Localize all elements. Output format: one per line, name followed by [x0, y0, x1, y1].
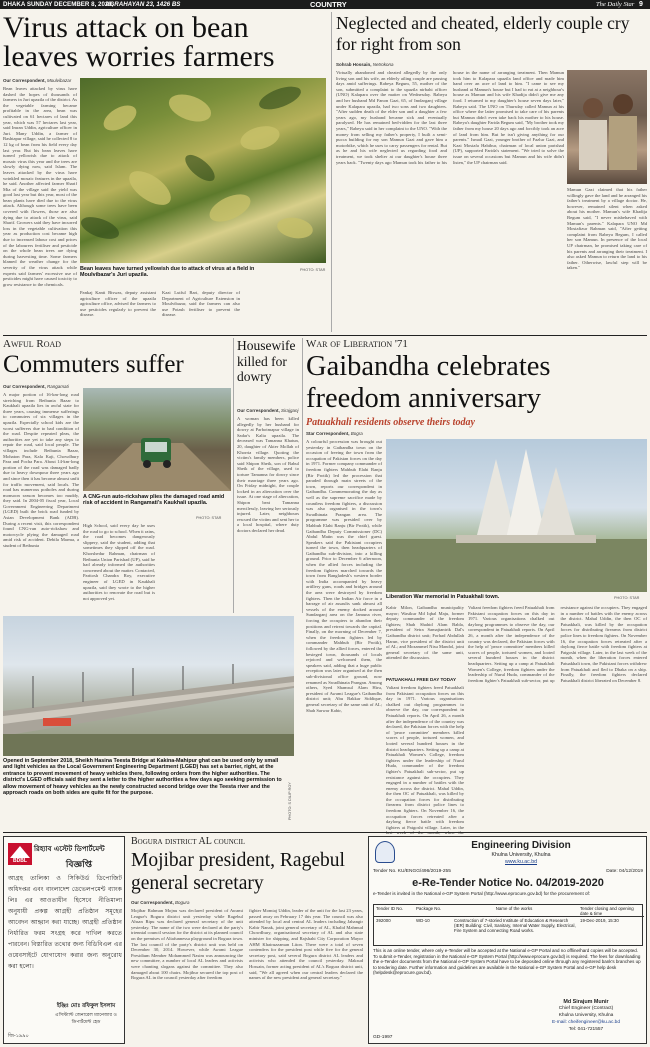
- bean-body-2: Pankaj Kanti Biswas, deputy assistant agriculture officer of the upazila agriculture office, advised the farmers to use pesticides regularly to prevent the disease.: [80, 290, 156, 318]
- cng-photo-credit: PHOTO: STAR: [196, 516, 222, 520]
- gaibandha-body-3b: Valiant freedom fighters freed Patuakhali from Pakistani occupation forces on this day in 1971. Various organisations chalked out daylong programmes to observe the day, our correspondent in Patuakhali reports. On April 26, a month after the independence of the country was declared, the Pakistan forces with the help of 'peace committee' members killed scores of people, tortured women, and looted several hundred houses in the district headquarters. Setting up a camp at Patuakhali Women's College, freedom fighters under the leadership of Nurul Huda, commander of the freedom fighter's Patuakhali sub-sector, put up resistance against the occupiers. They engaged in a number of battles with the enemy across the district. Mahal Uddin, the then OC of Patuakhali, was killed by the occupation forces for distributing firearms from district police lines to freedom fighters. On November 16, the occupation forces retreated after a daylong fierce battle with freedom fighters at Patgoshi village. Later, in the last week of the month, when the liberation forces entered Patuakhali town, the Pakistani forces withdrew from Patuakhali and fled to Dhaka on a ship. Finally, the freedom fighters declared Patuakhali district liberated on December 8.: [468, 605, 647, 683]
- byline-text: Our Correspondent,: [3, 384, 46, 389]
- bdbl-signer: ইঞ্জিঃ মোঃ রফিকুল ইসলাম: [56, 1003, 116, 1009]
- byline-place: Netrokona: [372, 62, 394, 67]
- teesta-bridge-photo: [3, 616, 294, 756]
- commuters-body: A major portion of 16-km-long road stretching from Betbunia Bazar to Kaukhali upazila lies in awful state for three years, causing immense sufferings to commuters of six villages in the upazila. Especially school kids are the worst sufferers due to bad condition of the road. Despite repeated pleas, the authorities are yet to take any steps to repair the road, said local people. The villages include Betbunia Bazar, Mohaton Para, Kala Kaji, Chowdhury Para and Pocha Para. About 14-km-long portion of the road was damaged badly due to heavy downpour three years ago and since then it has become almost unfit for traffic movement, said locals. The road has numerous potholes and during monsoon season becomes too muddy, they said. In 2004-05 fiscal year, Local Government Engineering Department (LGED) built the brick road funded by Asian Development Bank (ADB). During a recent visit, this correspondent found CNG-run auto-rickshaw and motorcycle plying the damaged road amid risk of accident. Debila Marma, a student of Betbunia: [3, 392, 79, 549]
- bdbl-signer-title: এসিস্ট্যান্ট জেনারেল ম্যানেজার ও ডিপার্টমেন্ট হেড: [55, 1013, 117, 1025]
- tender-org: Engineering Division: [471, 840, 571, 851]
- gaibandha-headline: Gaibandha celebrates freedom anniversary: [306, 351, 551, 414]
- tender-table-header-date: Tender closing and opening date & time: [580, 906, 634, 917]
- tender-table-cell-works: Construction of 7-storied Institute of Education & Research (IER) Building: Civil, Sanitary, Internal Water Supply, Electrical, Fire System and connecting Road works.: [454, 918, 576, 934]
- byline-place: Rangamati: [47, 384, 69, 389]
- dateline: DHAKA SUNDAY DECEMBER 8, 2019,: [3, 1, 114, 8]
- memorial-photo-caption: Liberation War memorial in Patuakhali town.: [386, 594, 500, 600]
- elderly-couple-photo: [567, 70, 647, 184]
- bean-photo-credit: PHOTO: STAR: [300, 268, 326, 272]
- bdbl-ref: জি-১৯৯০: [8, 1033, 29, 1039]
- tender-phone: Tel: 041-721557: [568, 1027, 604, 1032]
- tender-table-cell-id: 392000: [376, 918, 391, 923]
- memorial-photo-credit: PHOTO: STAR: [614, 596, 640, 600]
- bangla-date: AGRAHAYAN 23, 1426 BS: [105, 1, 181, 8]
- bogura-kicker: Bogura district AL council: [131, 836, 246, 847]
- commuters-body-2: High School, said every day he uses the road to go to school. When it rains, the road becomes dangerously slippery, said the student, adding that sometimes they slipped off the road. Khorshedur Rahman, chairman of Betbunia Union Parishad (UP), said he had already informed the authorities concerned about the matter. Contacted, Paritosh Chandra Roy, executive engineer of LGED in Kaukhali upazila, said they wrote to the higher authorities to renovate the road but is not approved yet.: [83, 523, 155, 601]
- bdbl-advert: [3, 836, 125, 1044]
- byline-place: Bogra: [350, 431, 363, 436]
- tender-email[interactable]: E-mail: cheifengineer@ku.ac.bd: [551, 1020, 621, 1025]
- bdbl-body: আগ্রহ তালিকা ও সিকিউর্ড ডিপোজিট অধিদপ্তর এবং বাংলাদেশ ডেভেলপমেন্ট ব্যাংক লিঃ এর আওতাধীন হিসেবে নীতিমালা অনুযায়ী প্রকল্প আগ্রহী প্রতিষ্ঠান সমূহের আবেদন আহ্বান করা যাচ্ছে। আগ্রহী প্রতিষ্ঠান নির্ধারিত ফরম সংগ্রহ করে দাখিল করতে পারবেন। বিস্তারিত তথ্যের জন্য বিডিবিএল এর ওয়েবসাইটে যোগাযোগ করার জন্য অনুরোধ করা হলো।: [8, 875, 122, 970]
- bdbl-subtitle: বিজ্ঞপ্তি: [65, 860, 93, 870]
- tender-notes: This is an online tender, where only e-Tender will be accepted at the National e-GP Portal and no offline/hard copies will be accepted. To submit e-Tender, registration in the National e-GP System Portal (http://www.eprocure.gov.bd) is required. The fees for downloading the e-Tender documents from the National e-GP System Portal have to be deposited online through any registered bank's branches up to tendering date. Further information and guidelines are available in the National e-GP System Portal and e-GP help desk (helpdesk@eprocure.gov.bd).: [373, 948, 641, 976]
- gaibandha-body-3a: Valiant freedom fighters freed Patuakhali from Pakistani occupation forces on this day in 1971. Various organisations chalked out daylong programmes to observe the day, our correspondent in Patuakhali reports. On April 26, a month after the independence of the country was declared, the Pakistan forces with the help of 'peace committee' members killed scores of people, tortured women, and looted several hundred houses in the district headquarters. Setting up a camp at Patuakhali Women's College, freedom fighters under the leadership of Nurul Huda, commander of the freedom fighter's Patuakhali sub-sector, put up resistance against the occupiers. They engaged in a number of battles with the enemy across the district. Mahal Uddin, the then OC of Patuakhali, was killed by the occupation forces for distributing firearms from district police lines to freedom fighters. On November 16, the occupation forces retreated after a daylong fierce battle with freedom fighters at Patgoshi village. Later, in the: [386, 685, 464, 830]
- tender-table-cell-package: WD-10: [416, 918, 430, 923]
- tender-advert: [368, 836, 647, 1044]
- tender-title: e-Re-Tender Notice No. 04/2019-2020: [412, 877, 604, 889]
- byline-place: Moulvibazar: [47, 78, 72, 83]
- tender-org-sub: Khulna University, Khulna: [491, 852, 551, 858]
- byline-text: Star Correspondent,: [306, 431, 350, 436]
- tender-signer: Md Sirajum Munir: [563, 999, 609, 1005]
- tender-website[interactable]: www.ku.ac.bd: [504, 859, 537, 865]
- masthead-bar: [0, 0, 650, 9]
- patuakhali-sub-label: PATUAKHALI FREE DAY TODAY: [386, 677, 457, 682]
- bogura-body: Mojibar Rahman Mojnu was declared president of Awami League's Bogura district unit yesterday while Ragebul Ahsan Ripu was declared general secretary of the unit yesterday. The name of the two were declared at the party's triennial council session for the district at its planned council on the premises of Altafunnessa playground in Bogura town. The last council of the party's district unit was held on December 30, 2014. However, while Awami League Presidium Member Mohammed Nasim was announcing the new committee, a number of local AL leaders and activists were chanting slogans against the committee. They also damaged about 100 chairs. Mojibur secured the top post of Bogura AL in the council yesterday after freedom: [131, 908, 243, 981]
- gaibandha-subhead: Patuakhali residents observe theirs today: [306, 417, 475, 428]
- tender-memo: Tender No. KU/ENGG/496/2019-255: [373, 869, 451, 874]
- bridge-photo-caption: Opened in September 2018, Sheikh Hasina Teesta Bridge at Kakina-Mahipur ghat can be used only by small and light vehicles as the Local Government Engineering Department (LGED) has set a barrier, right, at the entrance to prevent movement of heavy vehicles there, following orders from the higher authorities. The district's LGED officials said they sent a letter to the higher authorities a few days ago seeking permission to allow movement of heavy vehicles as the newly constructed second bridge over the Teesta river and the approach roads on both sides are quite fit for the purpose.: [3, 758, 282, 797]
- commuters-headline: Commuters suffer: [3, 351, 184, 378]
- tender-table: [373, 904, 643, 946]
- tender-signer-org: Khulna University, Khulna: [558, 1013, 614, 1018]
- dowry-body: A woman has been killed allegedly by her husband for dowry at Parbotmapur village in Sadar's Kalia upazila. The deceased was Tamanna Khatun, 20, daughter of Akter Mollah of Khorria village. Quoting the victim's family members, police said Shipon Sheik, son of Babul Sheik of the village, used to torture Tamanna for dowry since their marriage three years ago. On Friday midnight, the couple locked in an altercation over the issue. At one stage of altercation, Shipon beat Tamanna mercilessly, leaving her seriously injured. Later, neighbours rescued the victim and sent her to a local hospital, where duty doctors declared her dead.: [237, 416, 299, 533]
- byline-place: Bogura: [175, 900, 190, 905]
- bogura-headline: Mojibar president, Ragebul general secretary: [131, 850, 345, 894]
- dowry-byline: [237, 408, 299, 414]
- bdbl-logo: [8, 843, 32, 865]
- bogura-byline: [131, 900, 251, 906]
- byline-text: Our Correspondent,: [131, 900, 174, 905]
- byline-place: Sirajganj: [281, 408, 299, 413]
- gaibandha-byline: [306, 431, 426, 437]
- gaibandha-body-2: Kabir Milon, Gaibandha municipality mayor; Wasikur Md Iqbal Maju, former deputy commander of the freedom fighters; Shah Shahid Alam Babla, president of Setra Samajtantrik Dal's Gaibandha district unit; Forhad Abdullah Harun, vice president of the district unit of AL; and Mozammel Nisu Mandol, joint general secretary of the same unit, attended the discussion.: [386, 605, 464, 661]
- tender-date: Date: 04/12/2019: [606, 869, 643, 874]
- paper-name: The Daily Star: [596, 1, 635, 8]
- tender-ref: GD-1997: [373, 1035, 393, 1040]
- byline-text: Our Correspondent,: [3, 78, 46, 83]
- bogura-body-2: fighter Momtaj Uddin, leader of the unit for the last 23 years, passed away on February 17 this year. The council was also attended by local and central AL leaders including Jahangir Kabir Nanak, joint general secretary of AL, Khalid Mahmud Chowdhury, organisational secretary of AL and also state minister for shipping, and Rajshahi City Corporation Mayor AHM Khairuzzaman Liton. There were a total of seven contenders for the president post while five for the general secretary post, said several Bogura district AL leaders and activists who attended the council yesterday. Maksud Hossain, former acting president of AL's Bogura district unit, said, "We all agreed when our central leaders declared the names of the new president and general secretary.": [249, 908, 363, 981]
- liberation-memorial-photo: [386, 439, 647, 592]
- bean-field-photo: [80, 78, 326, 263]
- section-label: COUNTRY: [310, 0, 347, 9]
- page-number: 9: [639, 1, 643, 8]
- dowry-headline: Housewife killed for dowry: [237, 338, 296, 384]
- tender-signer-title: Chief Engineer (Contract): [558, 1006, 614, 1011]
- byline-text: Sohrab Hossain,: [336, 62, 372, 67]
- bdbl-title: রিহ্যাব এস্টেট ডিপার্টমেন্ট: [34, 845, 105, 853]
- bdbl-logo-text: BDBL: [13, 858, 27, 864]
- son-byline: [336, 62, 476, 68]
- bean-body: Bean leaves attacked by virus have dashed the hopes of thousands of farmers in Juri upazila of the district. As the vegetable farming became profitable in the area, bean was cultivated on 61 hectares of land this year, which was 57 hectares last year, said Imran Uddin, agriculture officer in Juri. Many Uddin, a farmer of Bashtapur village, said he collected 8 to 12 kg of bean from his field every day last year. But his bean leaves have turned yellowish due to attack of mosaic virus this year and the trees are slowly dying now, said Islam. The leaves attacked by the virus have wrinkled mosaic features in the upazila, he said. Another affected farmer Sharif Mia of the village said the yield was good last year but this year, most of the bean plants have died due to the virus attack. Although some trees have been covered with flowers, those are also dying due to attack of the virus, said Sharif. Growers said they have incurred loss in the vegetable cultivation this year as production cost became high due to increased labour cost and prices of the labourers fertiliser and pesticide on the whole bean trees are dying during harvesting time. Some farmers blamed the weather change for the severity of the virus attack while experts said farmers' excessive use of pesticides might have caused toxicity to grow resistance to the chemicals.: [3, 86, 77, 287]
- tender-table-cell-date: 19-Dec-2019, 15:30: [580, 918, 619, 923]
- gaibandha-kicker: War of Liberation '71: [306, 338, 408, 350]
- tender-table-header-package: Package No.: [416, 906, 442, 911]
- tender-intro: e-Tender is invited in the National e-GP System Portal (http://www.eprocure.gov.bd) for the procurement of:: [373, 891, 591, 896]
- gaibandha-body: A colourful procession was brought out yesterday in Gaibandha town on the occasion of freeing the town from the occupation of Pakistan forces on the day in 1971. Former company commander of freedom fighters Mahbub Elahi Ranju (Bir Protik) led the procession that paraded through main streets of the town, reports our correspondent in Gaibandha. Commemorating the day as well as the supreme sacrifice made by countless freedom fighters, a discussion was also organised in the town's Swadhinata Prangan area. The programme was presided over by Mahbub Elahi Ranju (Bir Protik), while Gaibandha Deputy Commissioner (DC) Abdul Matin was the chief guest. Speakers said the Pakistani occupiers turned the town, then headquarters of Gaibandha sub-division, into a killing ground. Prior to December 6 afternoon, when the allied forces including the freedom fighters marched towards the town from Bangladesh's western border with India accompanied by heavy artillery guns, roads and bridges around the area were destroyed by freedom fighters. Then the Indian Air force in a barrage of air assaults sank almost all vessels of the enemy docked around Sundarganj area on the Jamuna river, forcing the occupiers to abandon their positions and retreat towards the capital. Finally, on the morning of December 7, when the freedom fighters led by commander Mahbub (Bir Protik), followed by the allied forces, entered the besieged town, thousands of locals rejoiced and welcomed them, the speakers said, adding that a huge public reception was later organised at the then sub-divisional office ground, now renamed as Swadhinata Prangan. Among others, Syed Shamsul Alam Hiru, president of Awami League's Gaibandha district unit; Abu Bakkar Siddique, general secretary of the same unit of AL; Shah Sarwar Kabir,: [306, 439, 382, 713]
- son-body-2: Mamun Gazi claimed that his father willingly gave the land and he arranged his father's treatment by a village doctor. He, however, remained silent when asked about his mother. Mamun's wife Khadija Begum said, "I never misbehaved with Mamun's parents." Kalapara UNO Md Mostafizur Rahman said, "After getting complaint from Rabeya Begum, I called her son Mamun. In presence of the local UP chairman, he promised taking care of his parents and arranging their treatment. I also asked Mamun to return the land to his father. Otherwise, lawful step will be taken.": [567, 187, 647, 271]
- son-body: Virtually abandoned and cheated allegedly by the only living son and his wife, an elderly ailing couple are passing days amid sufferings. Rabeya Begum, 55, mother of the son, submitted a complaint to the upazila nirbahi officer (UNO) Kalapara over the matter on Wednesday. Rabeya and her husband Md Fanon Gazi, 65, of Imdarganj village under Kalapara upazila, had two sons and two daughters. "After sudden death of the elder son and a daughter a few years ago, my husband became sick and eventually paralysed. He has remained bed-ridden for the last three years," Rabeya said in her complaint to the UNO. "With the money from selling my father's property, I built a semi-pucca building for my son Mamun Gazi and gave him a motorbike, which he uses to carry passengers for rental. But as he and his wife neglected us regarding food and treatment, we took shelter at our daughter's house three years back. "Twenty days ago Mamun took his father to his house in the name of arranging treatment. Then Mamun took him to Kalapara upazila land office and made him hand over an acre of land to him. "I came to see my husband at Mamun's house but I had to eat at a neighbour's house as Mamun and his wife Khadija didn't give me any food. I returned to my daughter's house seven days later," Rabeya said. The UNO on Thursday called Mamun at his office where the latter promised to take care of his parents but Mamun didn't even take back his mother to his house. Rabeya's daughter Farida Begum said, "My brother took my father from my house 20 days ago and forcibly took an acre of land from him. But he isn't giving anything for our parents." Ismail Gazi, younger brother of Fazlur Gazi, and Kazi Mostafa Habibur, chairman of local union parishad (UP), supported Farida's statement. "We tried to solve the issue on several occasions but Mamun and his wife didn't listen," the UP chairman said.: [336, 70, 564, 165]
- byline-text: Our Correspondent,: [237, 408, 280, 413]
- tender-table-header-works: Name of the works: [495, 906, 533, 911]
- bridge-photo-credit: PHOTO: S DILIP ROY: [288, 782, 292, 820]
- cng-road-photo: [83, 388, 231, 491]
- cng-photo-caption: A CNG-run auto-rickshaw plies the damaged road amid risk of accident in Rangamati's Kaukhali upazila.: [83, 494, 225, 507]
- bean-headline: Virus attack on bean leaves worries farmers: [3, 11, 275, 73]
- tender-table-header-id: Tender ID No.: [376, 906, 404, 911]
- son-headline: Neglected and cheated, elderly couple cry for right from son: [336, 13, 630, 54]
- commuters-kicker: Awful Road: [3, 338, 62, 350]
- ku-logo: [375, 841, 395, 863]
- bean-body-3: Kazi Lutful Bari, deputy director of Department of Agriculture Extension in Moulvibazar, said the farmers can also use Potash fertiliser to prevent the disease.: [162, 290, 240, 318]
- bean-photo-caption: Bean leaves have turned yellowish due to attack of virus at a field in Moulvibazar's Juri upazila.: [80, 266, 255, 279]
